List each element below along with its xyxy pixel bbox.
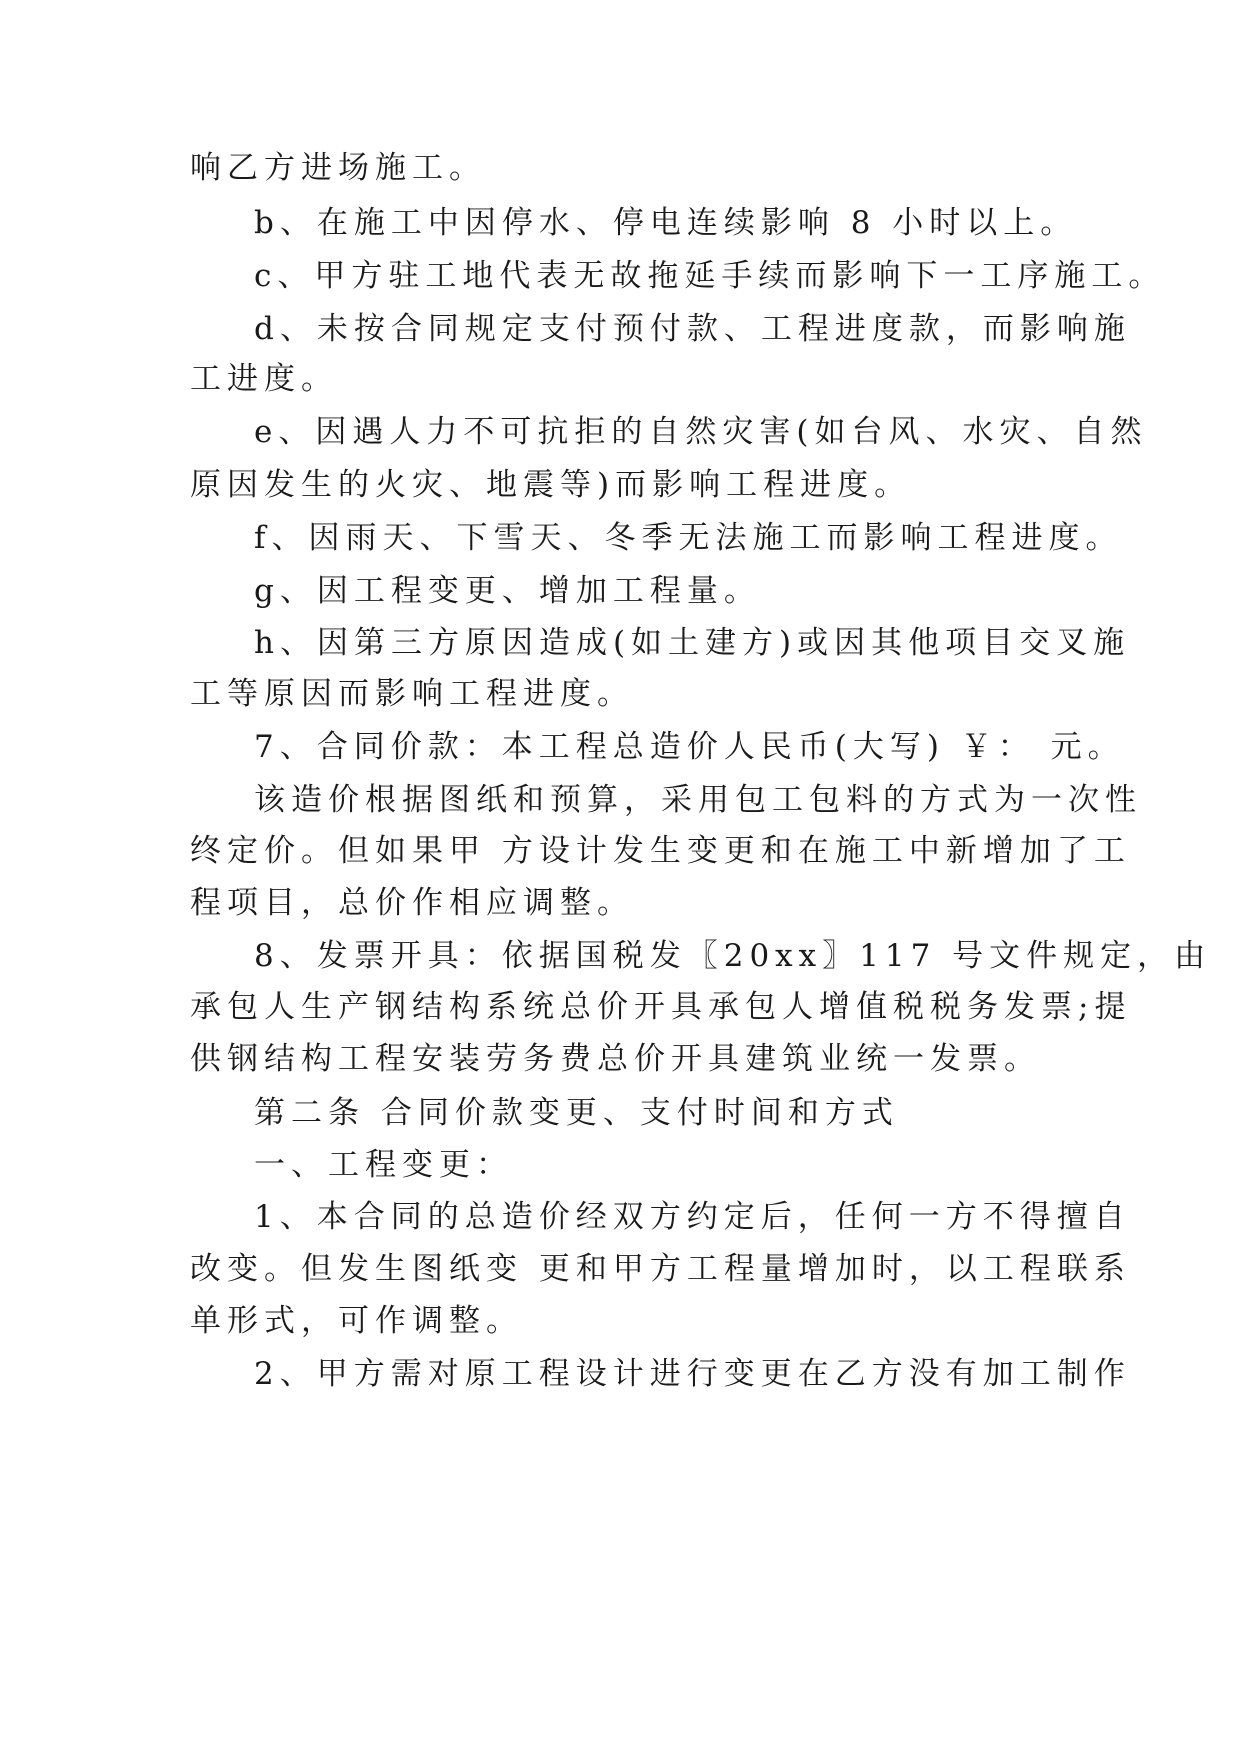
text-line-5: 工进度。 xyxy=(190,361,338,397)
text-line-1: 响乙方进场施工。 xyxy=(190,150,486,186)
text-line-13: 该造价根据图纸和预算，采用包工包料的方式为一次性 xyxy=(254,782,1142,818)
text-line-8: f、因雨天、下雪天、冬季无法施工而影响工程进度。 xyxy=(254,520,1123,556)
text-line-3: c、甲方驻工地代表无故拖延手续而影响下一工序施工。 xyxy=(254,258,1166,294)
text-line-16: 8、发票开具：依据国税发〖20xx〗117 号文件规定，由 xyxy=(254,938,1212,974)
text-line-20: 一、工程变更： xyxy=(254,1147,513,1183)
text-line-15: 程项目，总价作相应调整。 xyxy=(190,885,634,921)
text-line-19: 第二条 合同价款变更、支付时间和方式 xyxy=(254,1095,899,1131)
text-line-14: 终定价。但如果甲 方设计发生变更和在施工中新增加了工 xyxy=(190,833,1131,869)
text-line-7: 原因发生的火灾、地震等)而影响工程进度。 xyxy=(190,467,912,503)
text-line-24: 2、甲方需对原工程设计进行变更在乙方没有加工制作 xyxy=(254,1356,1131,1392)
text-line-2: b、在施工中因停水、停电连续影响 8 小时以上。 xyxy=(254,205,1078,241)
text-line-12: 7、合同价款：本工程总造价人民币(大写) ￥： 元。 xyxy=(254,729,1125,765)
text-line-4: d、未按合同规定支付预付款、工程进度款，而影响施 xyxy=(254,311,1131,347)
text-line-17: 承包人生产钢结构系统总价开具承包人增值税税务发票;提 xyxy=(190,989,1132,1025)
text-line-22: 改变。但发生图纸变 更和甲方工程量增加时，以工程联系 xyxy=(190,1251,1131,1287)
text-line-18: 供钢结构工程安装劳务费总价开具建筑业统一发票。 xyxy=(190,1041,1041,1077)
text-line-9: g、因工程变更、增加工程量。 xyxy=(254,573,761,609)
text-line-21: 1、本合同的总造价经双方约定后，任何一方不得擅自 xyxy=(254,1199,1131,1235)
text-line-23: 单形式，可作调整。 xyxy=(190,1303,523,1339)
text-line-6: e、因遇人力不可抗拒的自然灾害(如台风、水灾、自然 xyxy=(254,414,1148,450)
text-line-10: h、因第三方原因造成(如土建方)或因其他项目交叉施 xyxy=(254,625,1131,661)
text-line-11: 工等原因而影响工程进度。 xyxy=(190,676,634,712)
